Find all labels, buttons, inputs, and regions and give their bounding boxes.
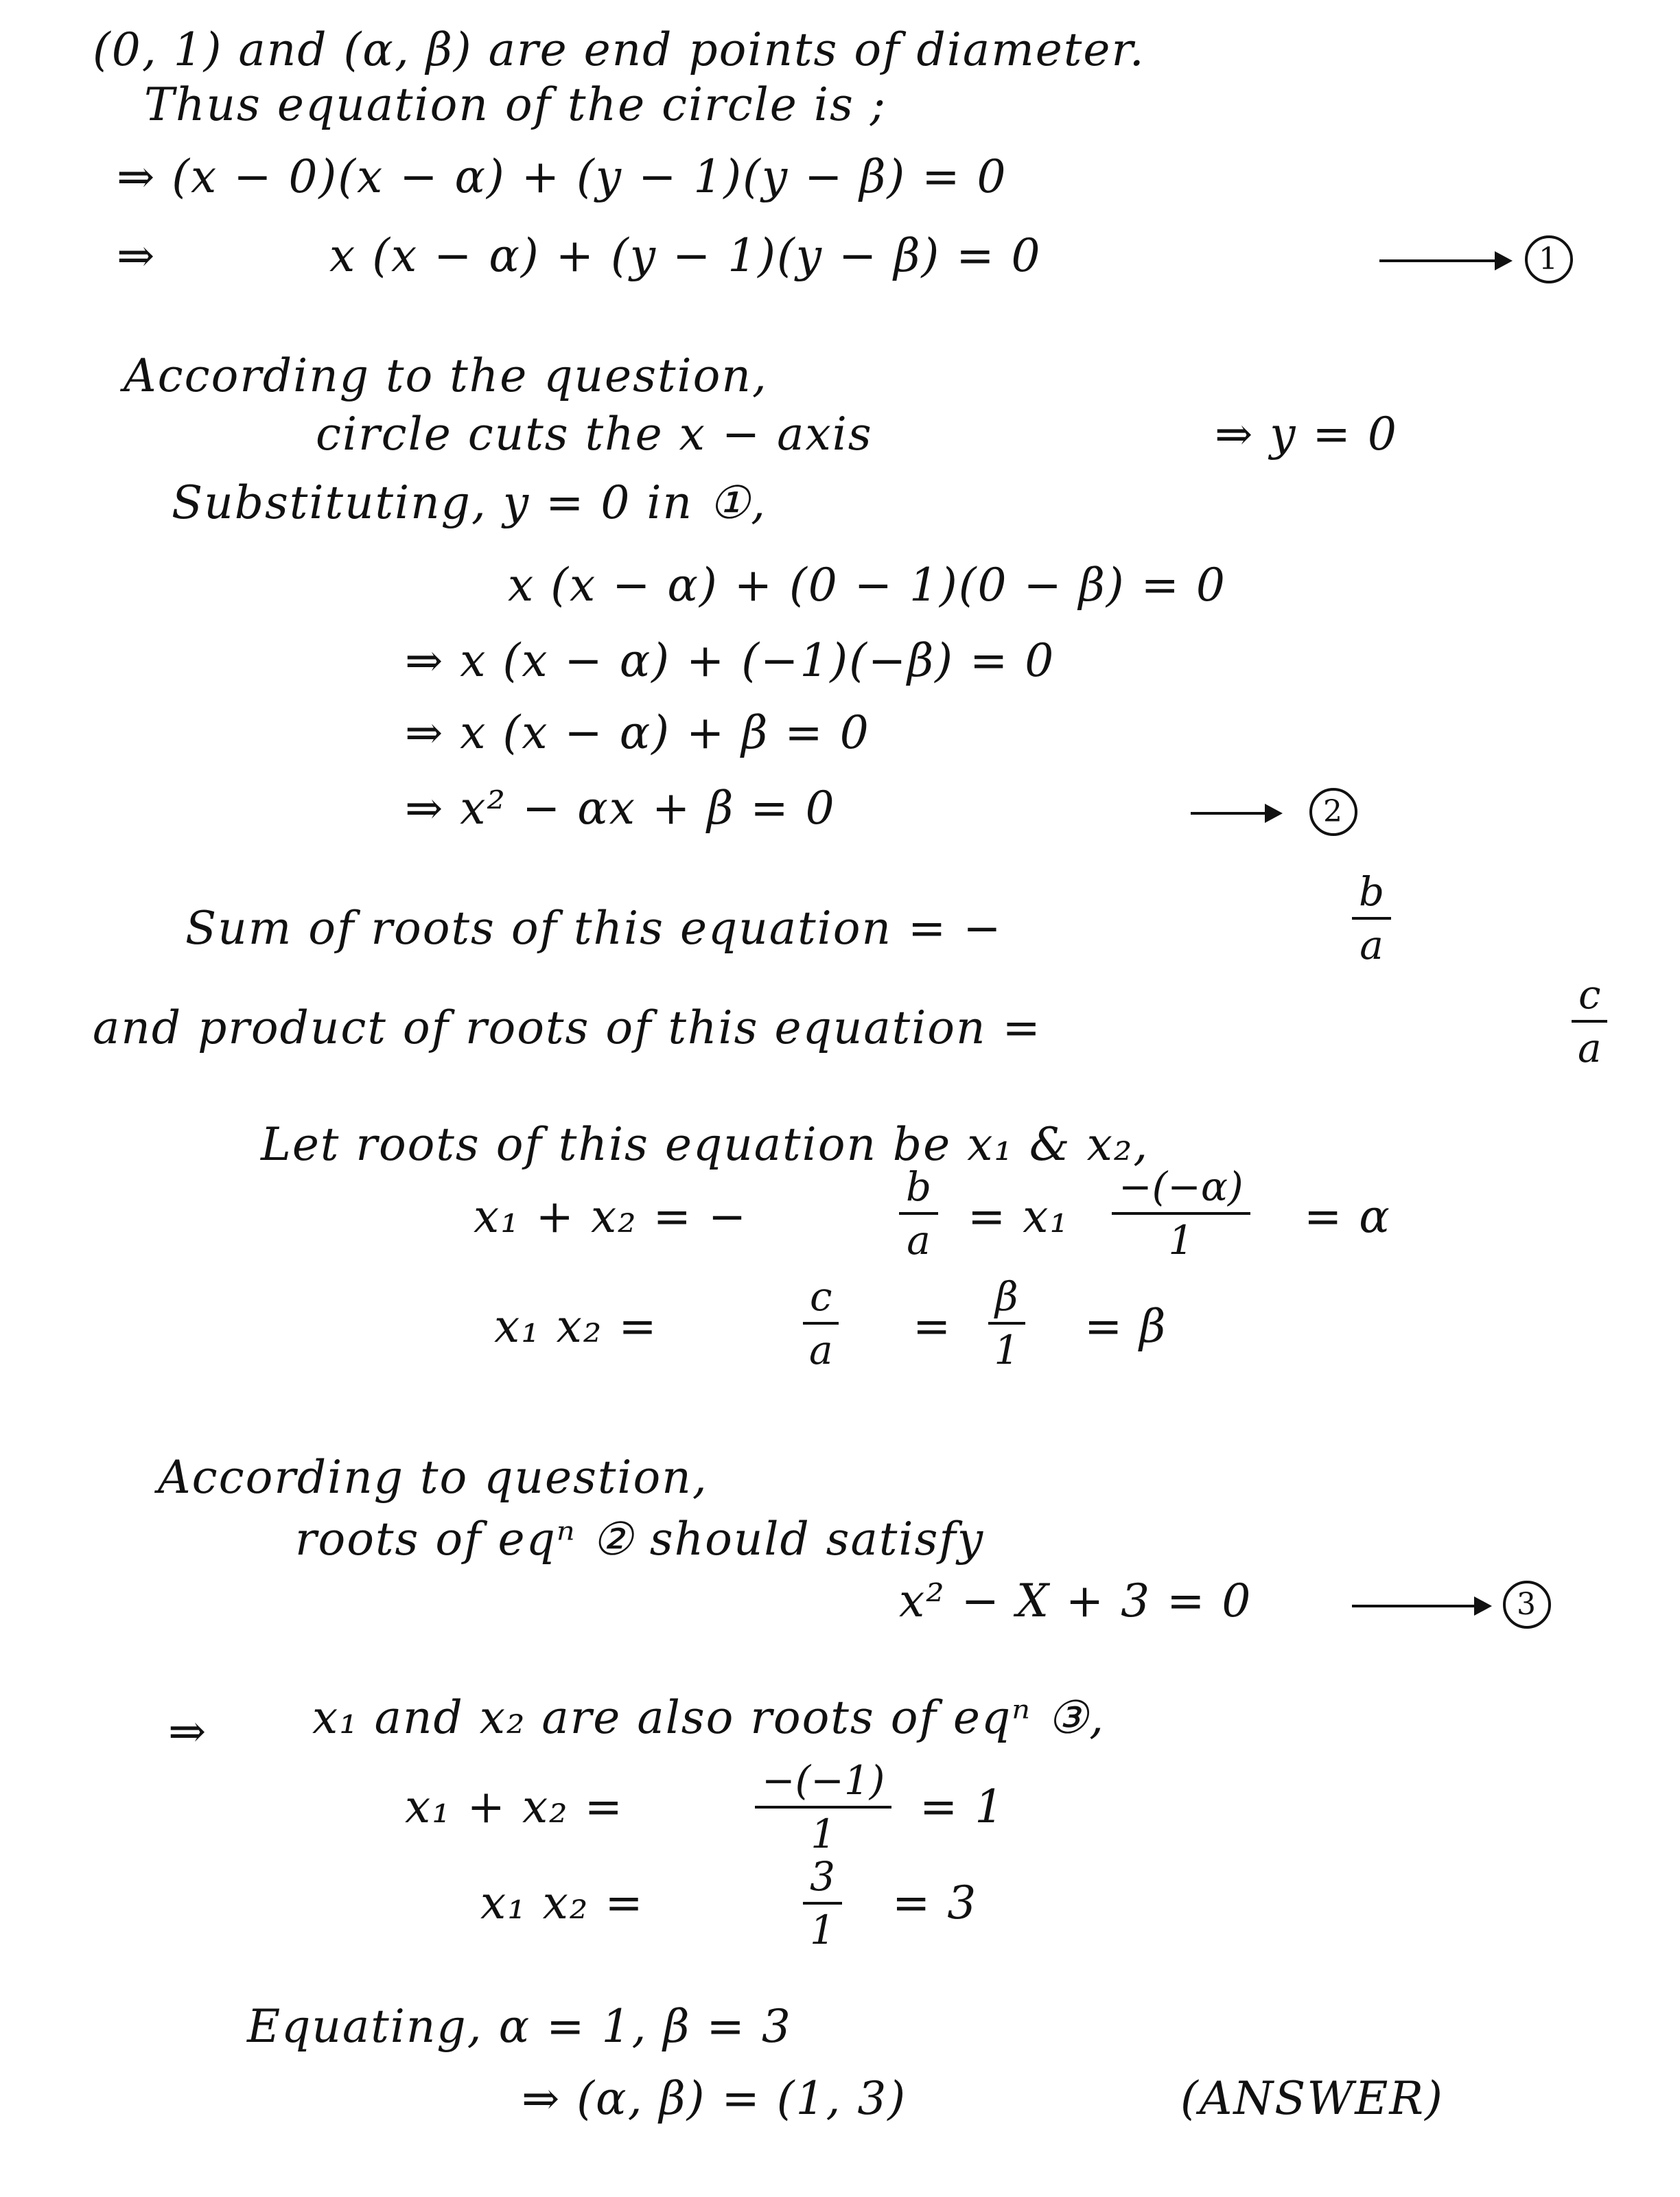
arrow-icon — [1352, 1605, 1489, 1607]
fraction-b-over-a — [899, 1163, 938, 1264]
line-diameter-form: ⇒ (x − 0)(x − α) + (y − 1)(y − β) = 0 — [117, 150, 1007, 203]
fraction-numerator: c — [803, 1277, 839, 1325]
fraction-denominator: a — [808, 1327, 833, 1373]
fraction-denominator: a — [1360, 922, 1384, 968]
line-circle-equation-intro: Thus equation of the circle is ; — [144, 78, 887, 131]
fraction-3-over-1 — [803, 1853, 842, 1953]
arrow-icon — [1191, 812, 1280, 815]
implies-symbol: ⇒ — [117, 229, 156, 282]
line-let-roots: Let roots of this equation be x₁ & x₂, — [261, 1118, 1150, 1171]
fraction-beta-over-1 — [988, 1273, 1025, 1373]
fraction-numerator: b — [1352, 872, 1391, 920]
line-sum-of-roots: Sum of roots of this equation = − — [185, 902, 1003, 955]
fraction-denominator: 1 — [1168, 1217, 1194, 1264]
fraction-neg-neg-alpha-over-1 — [1112, 1163, 1250, 1264]
line-product-equals-3: = 3 — [892, 1876, 978, 1929]
fraction-numerator: −(−α) — [1112, 1167, 1250, 1215]
line-sum-x1-x2: x₁ + x₂ = − — [474, 1190, 748, 1243]
fraction-numerator: −(−1) — [755, 1760, 891, 1809]
line-roots-also-of-eq-three: x₁ and x₂ are also roots of eqⁿ ③, — [312, 1691, 1106, 1744]
fraction-numerator: β — [988, 1277, 1025, 1325]
fraction-c-over-a — [1572, 971, 1607, 1071]
line-sum-equals-alpha: = α — [1304, 1190, 1391, 1243]
line-product-eq-three: x₁ x₂ = — [480, 1876, 644, 1929]
line-simplify-step-2: ⇒ x (x − α) + β = 0 — [405, 706, 870, 759]
line-substituted-equation: x (x − α) + (0 − 1)(0 − β) = 0 — [508, 559, 1226, 612]
line-product-equals-beta: = β — [1084, 1300, 1167, 1353]
line-equating: Equating, α = 1, β = 3 — [247, 2000, 792, 2053]
line-product-x1-x2: x₁ x₂ = — [494, 1300, 658, 1353]
fraction-numerator: 3 — [803, 1857, 842, 1905]
line-product-of-roots: and product of roots of this equation = — [93, 1001, 1042, 1054]
line-equation-three: x² − X + 3 = 0 — [899, 1574, 1252, 1627]
line-equation-two: ⇒ x² − αx + β = 0 — [405, 782, 836, 835]
line-roots-should-satisfy: roots of eqⁿ ② should satisfy — [295, 1513, 985, 1566]
fraction-denominator: a — [907, 1217, 931, 1264]
fraction-b-over-a — [1352, 868, 1391, 968]
circled-number-icon: 1 — [1525, 235, 1573, 283]
line-final-answer: ⇒ (α, β) = (1, 3) — [522, 2072, 907, 2125]
fraction-numerator: b — [899, 1167, 938, 1215]
fraction-denominator: a — [1577, 1025, 1602, 1071]
line-according-to-question-2: According to question, — [158, 1451, 708, 1504]
fraction-denominator: 1 — [810, 1811, 837, 1857]
arrow-icon — [1379, 259, 1510, 262]
line-circle-cuts-x-axis: circle cuts the x − axis — [316, 408, 873, 461]
line-diameter-endpoints: (0, 1) and (α, β) are end points of diameter. — [93, 23, 1145, 76]
fraction-c-over-a — [803, 1273, 839, 1373]
line-sum-equals-1: = 1 — [920, 1780, 1005, 1833]
fraction-neg-neg-1-over-1 — [755, 1757, 891, 1857]
fraction-numerator: c — [1572, 975, 1607, 1023]
fraction-denominator: 1 — [810, 1907, 835, 1953]
line-sum-eq-three: x₁ + x₂ = — [405, 1780, 624, 1833]
answer-label: (ANSWER) — [1180, 2072, 1444, 2125]
line-simplify-step-1: ⇒ x (x − α) + (−1)(−β) = 0 — [405, 634, 1055, 687]
equation-tag-3 — [1503, 1579, 1551, 1629]
equals-sign: = — [913, 1300, 953, 1353]
line-equation-one: x (x − α) + (y − 1)(y − β) = 0 — [329, 229, 1042, 282]
equation-tag-2 — [1309, 786, 1357, 836]
circled-number-icon: 2 — [1309, 788, 1357, 836]
line-substituting: Substituting, y = 0 in ①, — [172, 476, 767, 529]
line-y-equals-zero: ⇒ y = 0 — [1215, 408, 1398, 461]
line-sum-struck-term: = x₁ — [968, 1190, 1069, 1243]
line-according-to-question: According to the question, — [124, 349, 768, 402]
circled-number-icon: 3 — [1503, 1581, 1551, 1629]
implies-symbol: ⇒ — [168, 1705, 208, 1758]
equation-tag-1 — [1525, 233, 1573, 283]
fraction-denominator: 1 — [994, 1327, 1020, 1373]
